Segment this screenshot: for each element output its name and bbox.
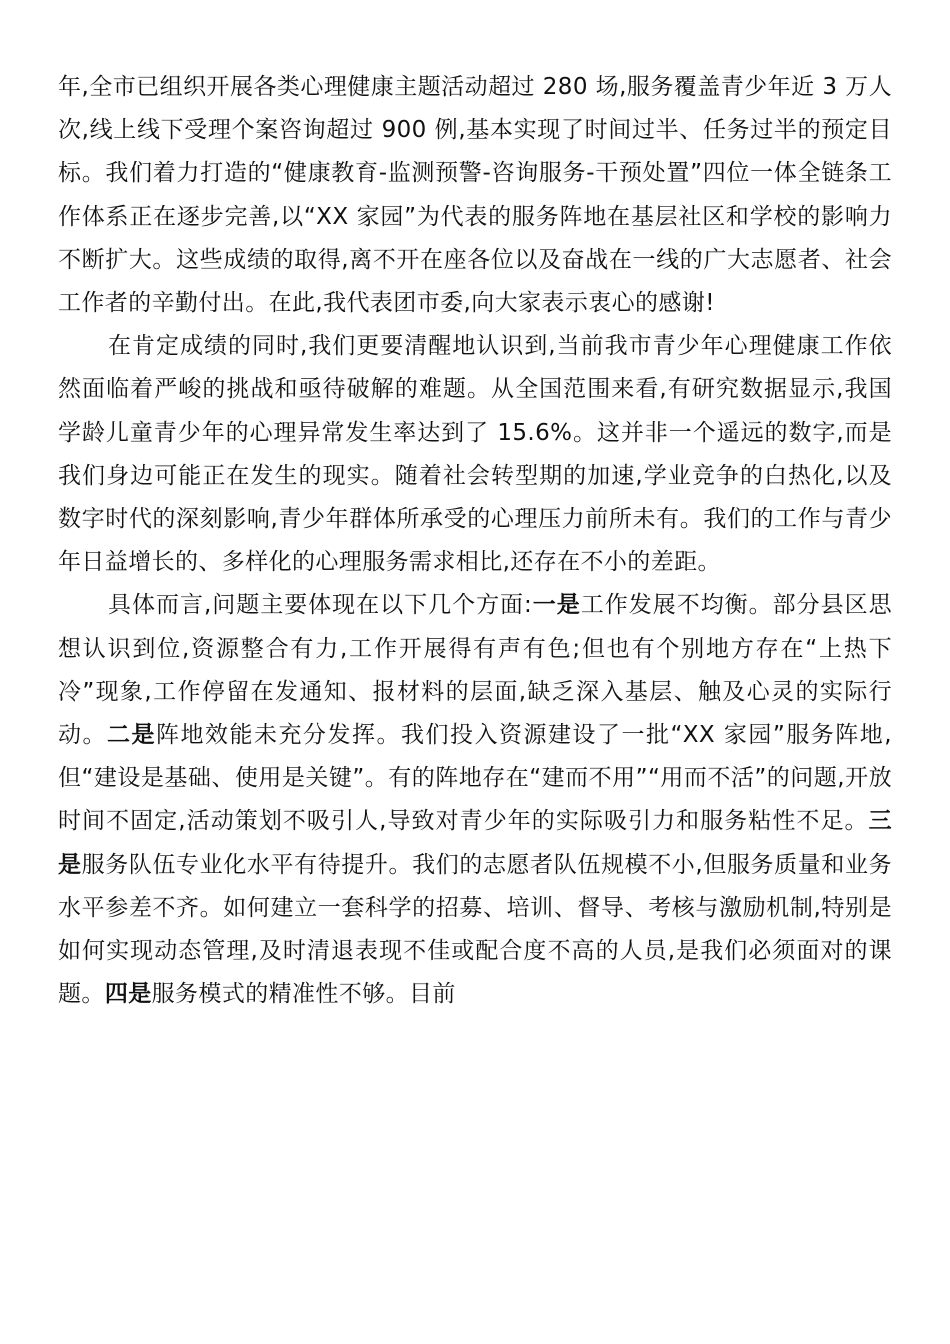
- paragraph-problems: [58, 584, 892, 1016]
- point-3-text: 服务队伍专业化水平有待提升。我们的志愿者队伍规模不小,但服务质量和业务水平参差不齐。如何建立一套科学的招募、培训、督导、考核与激励机制,特别是如何实现动态管理,及时清退表现不佳或配合度不高的人员,是我们必须面对的课题。: [58, 851, 892, 1008]
- point-1-text: 工作发展不均衡。部分县区思想认识到位,资源整合有力,工作开展得有声有色;但也有个别地方存在“上热下冷”现象,工作停留在发通知、报材料的层面,缺乏深入基层、触及心灵的实际行动。: [58, 592, 892, 749]
- point-4-text: 服务模式的精准性不够。目前: [151, 981, 456, 1008]
- point-2-label: 二是: [107, 722, 156, 749]
- point-1-label: 一是: [532, 592, 581, 619]
- paragraph-achievements: 年,全市已组织开展各类心理健康主题活动超过 280 场,服务覆盖青少年近 3 万人次,线上线下受理个案咨询超过 900 例,基本实现了时间过半、任务过半的预定目标。我们着力打造的“健康教育-监测预警-咨询服务-干预处置”四位一体全链条工作体系正在逐步完善,以“XX 家园”为代表的服务阵地在基层社区和学校的影响力不断扩大。这些成绩的取得,离不开在座各位以及奋战在一线的广大志愿者、社会工作者的辛勤付出。在此,我代表团市委,向大家表示衷心的感谢!: [58, 74, 892, 317]
- point-3-label: 三是: [58, 808, 892, 878]
- paragraph-challenges: 在肯定成绩的同时,我们更要清醒地认识到,当前我市青少年心理健康工作依然面临着严峻的挑战和亟待破解的难题。从全国范围来看,有研究数据显示,我国学龄儿童青少年的心理异常发生率达到了 15.6%。这并非一个遥远的数字,而是我们身边可能正在发生的现实。随着社会转型期的加速,学业竞争的白热化,以及数字时代的深刻影响,青少年群体所承受的心理压力前所未有。我们的工作与青少年日益增长的、多样化的心理服务需求相比,还存在不小的差距。: [58, 333, 892, 576]
- point-2-text: 阵地效能未充分发挥。我们投入资源建设了一批“XX 家园”服务阵地,但“建设是基础、使用是关键”。有的阵地存在“建而不用”“用而不活”的问题,开放时间不固定,活动策划不吸引人,导致对青少年的实际吸引力和服务粘性不足。: [58, 722, 892, 835]
- point-4-label: 四是: [104, 981, 152, 1008]
- problems-intro: 具体而言,问题主要体现在以下几个方面:: [108, 592, 533, 619]
- document-page: [58, 66, 892, 1016]
